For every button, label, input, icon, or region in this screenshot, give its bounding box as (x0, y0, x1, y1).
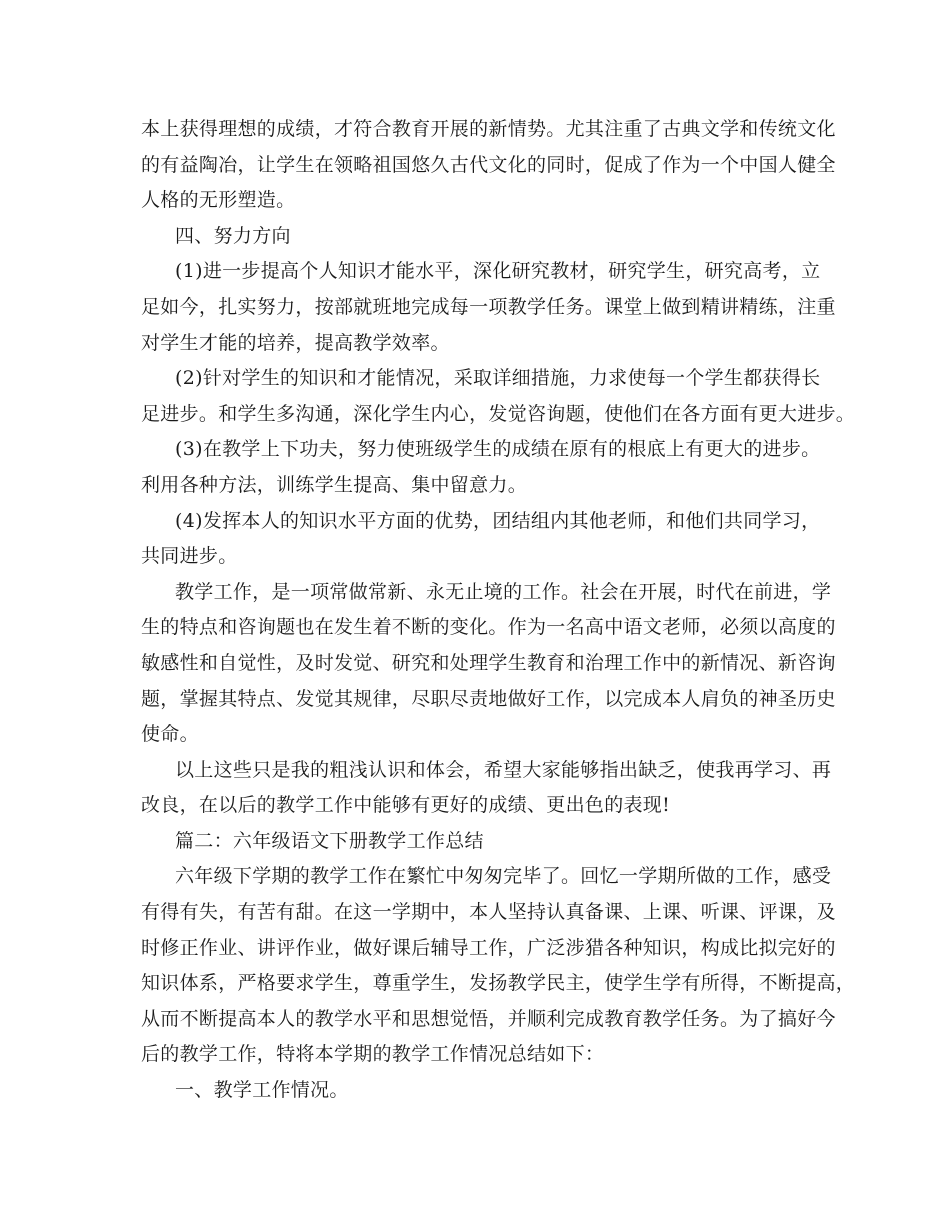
text-line: 从而不断提高本人的教学水平和思想觉悟，并顺利完成教育教学任务。为了搞好今 (141, 1007, 836, 1030)
text-line: 时修正作业、讲评作业，做好课后辅导工作，广泛涉猎各种知识，构成比拟完好的 (141, 936, 836, 959)
text-line: 六年级下学期的教学工作在繁忙中匆匆完毕了。回忆一学期所做的工作，感受 (175, 865, 832, 888)
section-heading: 篇二：六年级语文下册教学工作总结 (175, 829, 484, 852)
text-line: 利用各种方法，训练学生提高、集中留意力。 (141, 473, 528, 496)
text-line: 生的特点和咨询题也在发生着不断的变化。作为一名高中语文老师，必须以高度的 (141, 616, 836, 639)
text-line: (1)进一步提高个人知识才能水平，深化研究教材，研究学生，研究高考，立 (175, 260, 821, 283)
text-line: (4)发挥本人的知识水平方面的优势，团结组内其他老师，和他们共同学习， (175, 509, 821, 532)
text-line: 后的教学工作，特将本学期的教学工作情况总结如下： (141, 1043, 605, 1066)
text-line: 对学生才能的培养，提高教学效率。 (141, 331, 450, 354)
text-line: 题，掌握其特点、发觉其规律，尽职尽责地做好工作，以完成本人肩负的神圣历史 (141, 687, 836, 710)
text-line: 使命。 (141, 723, 199, 746)
section-heading: 四、努力方向 (175, 224, 291, 247)
text-line: (3)在教学上下功夫，努力使班级学生的成绩在原有的根底上有更大的进步。 (175, 438, 821, 461)
text-line: 教学工作，是一项常做常新、永无止境的工作。社会在开展，时代在前进，学 (175, 580, 832, 603)
text-line: 本上获得理想的成绩，才符合教育开展的新情势。尤其注重了古典文学和传统文化 (141, 118, 836, 140)
text-line: 人格的无形塑造。 (141, 189, 296, 212)
text-line: (2)针对学生的知识和才能情况，采取详细措施，力求使每一个学生都获得长 (175, 367, 821, 390)
text-line: 改良，在以后的教学工作中能够有更好的成绩、更出色的表现! (141, 794, 671, 817)
text-line: 共同进步。 (141, 545, 238, 568)
text-line: 以上这些只是我的粗浅认识和体会，希望大家能够指出缺乏，使我再学习、再 (175, 758, 832, 781)
text-line: 敏感性和自觉性，及时发觉、研究和处理学生教育和治理工作中的新情况、新咨询 (141, 651, 836, 674)
text-line: 足如今，扎实努力，按部就班地完成每一项教学任务。课堂上做到精讲精练，注重 (141, 295, 836, 318)
document-body (141, 112, 856, 1109)
text-line: 的有益陶冶，让学生在领略祖国悠久古代文化的同时，促成了作为一个中国人健全 (141, 153, 836, 176)
text-line: 知识体系，严格要求学生，尊重学生，发扬教学民主，使学生学有所得，不断提高， (141, 972, 856, 995)
text-line: 足进步。和学生多沟通，深化学生内心，发觉咨询题，使他们在各方面有更大进步。 (141, 402, 856, 425)
section-heading: 一、教学工作情况。 (175, 1079, 349, 1102)
text-line: 有得有失，有苦有甜。在这一学期中，本人坚持认真备课、上课、听课、评课，及 (141, 901, 836, 924)
